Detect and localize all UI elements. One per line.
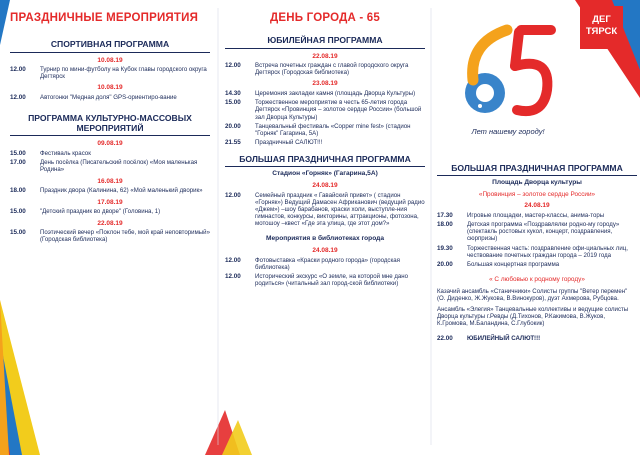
event-date: 17.08.19 bbox=[97, 198, 123, 206]
event-time: 22.00 bbox=[437, 335, 453, 343]
event-text: Торжественная часть: поздравление офи-циальных лиц, чествование почетных граждан города – 2019 года bbox=[467, 244, 628, 259]
event-time: 20.00 bbox=[437, 260, 453, 268]
event-text: Церемония закладки камня (площадь Дворца Культуры) bbox=[255, 89, 416, 97]
event-text: Танцевальный фестиваль «Copper mine fest» (стадион "Горняк" Гагарина, 5А) bbox=[255, 122, 411, 137]
event-date: 16.08.19 bbox=[97, 177, 123, 185]
festive-events-title: ПРАЗДНИЧНЫЕ МЕРОПРИЯТИЯ bbox=[10, 12, 199, 24]
stripe-blue-top-left bbox=[0, 0, 10, 45]
event-date: 10.08.19 bbox=[97, 56, 123, 64]
event-text: Детская программа «Поздравлялки родно-му городу» (спектакль ростовых кукол, концерт, поздравления, сюрпризы) bbox=[467, 221, 620, 243]
ensemble-text-1: Казачий ансамбль «Станичники» Солисты группы "Ветер перемен" (О. Диденко, Ж.Жукова, В.Винокуров), дуэт Ахмерова, Рубцова. bbox=[437, 287, 628, 302]
event-item bbox=[225, 192, 425, 228]
event-text: Фестиваль красок bbox=[40, 149, 91, 157]
big-program-heading: БОЛЬШАЯ ПРАЗДНИЧНАЯ ПРОГРАММА bbox=[225, 154, 425, 167]
event-time: 12.00 bbox=[225, 256, 241, 264]
event-text: Праздничный САЛЮТ!!! bbox=[255, 138, 323, 146]
event-text: Фотовыставка «Краски родного города» (городская библиотека) bbox=[255, 256, 400, 271]
event-item bbox=[225, 90, 425, 97]
sport-program bbox=[10, 57, 210, 102]
event-item bbox=[225, 257, 425, 271]
square-program bbox=[437, 202, 637, 268]
event-item bbox=[10, 159, 210, 173]
event-item bbox=[225, 273, 425, 287]
event-text: Автогонки "Медная доля" GPS-ориентиро-вание bbox=[40, 93, 177, 101]
event-time: 17.30 bbox=[437, 211, 453, 219]
event-date: 09.08.19 bbox=[97, 140, 123, 148]
event-item bbox=[10, 187, 210, 194]
culture-program bbox=[10, 140, 210, 243]
event-item bbox=[437, 212, 637, 219]
jubilee-program-heading: ЮБИЛЕЙНАЯ ПРОГРАММА bbox=[225, 35, 425, 48]
event-text: ЮБИЛЕЙНЫЙ САЛЮТ!!! bbox=[467, 335, 541, 343]
final-salute bbox=[437, 335, 637, 342]
event-item bbox=[10, 94, 210, 101]
event-time: 19.30 bbox=[437, 244, 453, 252]
event-time: 15.00 bbox=[10, 149, 26, 157]
event-text: Встреча почетных граждан с главой городского округа Дегтярск (Городская библиотека) bbox=[255, 62, 409, 77]
library-program bbox=[225, 247, 425, 287]
event-time: 17.00 bbox=[10, 159, 26, 167]
event-item bbox=[437, 221, 637, 242]
event-text: Большая концертная программа bbox=[467, 260, 560, 268]
event-time: 12.00 bbox=[10, 93, 26, 101]
event-date: 22.08.19 bbox=[312, 52, 338, 60]
event-date: 10.08.19 bbox=[97, 84, 123, 92]
culture-program-heading: ПРОГРАММА КУЛЬТУРНО-МАССОВЫХ МЕРОПРИЯТИЙ bbox=[10, 113, 210, 136]
event-text: "Детский праздник во дворе" (Головина, 1) bbox=[40, 208, 161, 216]
square-program-heading: БОЛЬШАЯ ПРАЗДНИЧНАЯ ПРОГРАММА bbox=[437, 163, 637, 176]
event-item bbox=[225, 139, 425, 146]
event-text: Праздник двора (Калинина, 62) «Мой маленький дворик» bbox=[40, 187, 203, 195]
event-item bbox=[437, 245, 637, 259]
event-text: День посёлка (Писательский посёлок) «Моя маленькая Родина» bbox=[40, 159, 198, 174]
event-time: 21.55 bbox=[225, 138, 241, 146]
event-time: 15.00 bbox=[10, 208, 26, 216]
event-item bbox=[10, 66, 210, 80]
event-date: 24.08.19 bbox=[312, 182, 338, 190]
column-festive-events bbox=[10, 0, 210, 455]
event-time: 15.00 bbox=[225, 99, 241, 107]
event-date: 24.08.19 bbox=[312, 246, 338, 254]
event-text: Торжественное мероприятие в честь 65-летия города Дегтярск «Провинция – золотое сердце России» (большой зал Дворца Культуры) bbox=[255, 99, 422, 121]
stadium-program bbox=[225, 182, 425, 227]
city-day-title: ДЕНЬ ГОРОДА - 65 bbox=[270, 12, 380, 24]
event-text: Исторический экскурс «О земле, на которой мне дано родиться» (читальный зал город-ской библиотеки) bbox=[255, 272, 409, 287]
emblem-caption: Лет нашему городу! bbox=[471, 127, 545, 136]
library-heading: Мероприятия в библиотеках города bbox=[266, 235, 384, 243]
event-text: Поэтический вечер «Поклон тебе, мой край неповторимый» (Городская библиотека) bbox=[40, 229, 210, 244]
logo-line-2: ТЯРСК bbox=[585, 26, 618, 37]
event-time: 14.30 bbox=[225, 89, 241, 97]
event-item bbox=[10, 208, 210, 215]
event-time: 20.00 bbox=[225, 122, 241, 130]
event-text: Семейный праздник « Гавайский привет» ( стадион «Горняк») Ведущий Дамасен Африканович (ведущий радио «Джем») –шоу барабанов, краски холи, выступле-ния гимнастов, конкурсы, викторины, аттракционы, фотозона, мотошоу –квест «Где эта улица, где этот дом?» bbox=[255, 191, 425, 228]
event-text: Турнир по мини-футболу на Кубок главы городского округа Дегтярск bbox=[40, 66, 207, 81]
event-time: 12.00 bbox=[10, 66, 26, 74]
event-item bbox=[225, 123, 425, 137]
stadium-venue: Стадион «Горняк» (Гагарина,5А) bbox=[272, 170, 378, 178]
event-time: 18.00 bbox=[10, 187, 26, 195]
event-item bbox=[225, 62, 425, 76]
event-time: 18.00 bbox=[437, 221, 453, 229]
logo-line-1: ДЕГ bbox=[592, 14, 611, 25]
event-item bbox=[225, 99, 425, 120]
event-text: Игровые площадки, мастер-классы, анима-торы bbox=[467, 211, 605, 219]
sport-program-heading: СПОРТИВНАЯ ПРОГРАММА bbox=[10, 39, 210, 52]
event-time: 12.00 bbox=[225, 62, 241, 70]
column-big-program bbox=[437, 0, 637, 455]
event-item bbox=[10, 150, 210, 157]
column-city-day bbox=[225, 0, 425, 455]
square-venue: Площадь Дворца культуры bbox=[492, 179, 582, 187]
event-time: 15.00 bbox=[10, 229, 26, 237]
event-date: 23.08.19 bbox=[312, 80, 338, 88]
love-subtitle: « С любовью к родному городу» bbox=[489, 276, 585, 284]
square-slogan: «Провинция – золотое сердце России» bbox=[478, 190, 596, 198]
event-time: 12.00 bbox=[225, 191, 241, 199]
event-date: 22.08.19 bbox=[97, 219, 123, 227]
event-item bbox=[10, 229, 210, 243]
jubilee-program bbox=[225, 53, 425, 147]
event-time: 12.00 bbox=[225, 272, 241, 280]
event-item bbox=[437, 261, 637, 268]
event-date: 24.08.19 bbox=[524, 202, 550, 210]
ensemble-text-2: Ансамбль «Элегия» Танцевальные коллективы и ведущие солисты Дворца культуры г.Ревды (Д.Тихонов, Р.Какимова, В.Жуков, К.Громова, М.Баландина, С.Глубокик) bbox=[437, 305, 629, 328]
